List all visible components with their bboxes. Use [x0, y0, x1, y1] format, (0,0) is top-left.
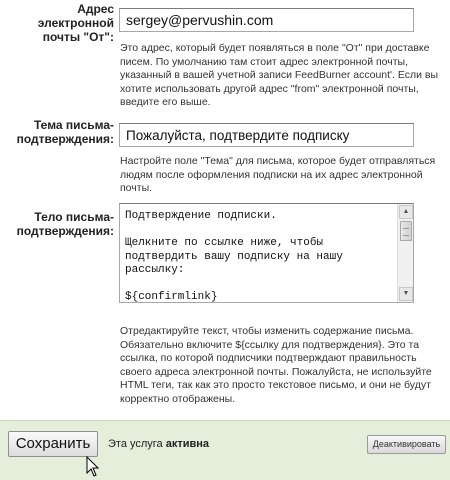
scrollbar-thumb[interactable]: [400, 221, 412, 241]
from-email-input[interactable]: [119, 8, 414, 32]
from-email-label: Адрес электронной почты "От":: [37, 2, 114, 44]
service-status: [108, 438, 209, 450]
service-status-value: активна: [165, 438, 210, 450]
save-button[interactable]: Сохранить: [8, 431, 98, 457]
subject-help: Настройте поле "Тема" для письма, которое будет отправляться людям после оформления подписки на их адрес электронной почты.: [120, 155, 436, 194]
footer-bar: [0, 420, 450, 480]
body-textarea-text[interactable]: Подтверждение подписки. Щелкните по ссылке ниже, чтобы подтвердить вашу подписку на нашу рассылку: ${confirmlink}: [125, 210, 343, 303]
from-email-help: Это адрес, который будет появляться в поле "От" при доставке писем. По умолчанию там стоит адрес электронной почты, указанный в вашей учетной записи FeedBurner account'. Если вы хотите использовать другой адрес "from" электронной почты, введите его выше.: [120, 42, 439, 108]
mouse-pointer-icon: [86, 456, 100, 478]
subject-label: Тема письма-подтверждения:: [16, 118, 114, 146]
body-help: Отредактируйте текст, чтобы изменить содержание письма. Обязательно включите ${ссылку для подтверждения}. Это та ссылка, по которой подписчики подтверждают правильность своего адреса электронной почты. Пожалуйста, не используйте HTML теги, так как это просто текстовое письмо, и они не будут корректно отображены.: [120, 325, 432, 405]
service-status-prefix: Эта услуга: [108, 438, 163, 450]
scroll-down-arrow-icon[interactable]: ▼: [399, 287, 413, 301]
deactivate-button[interactable]: Деактивировать: [367, 435, 446, 454]
subject-input[interactable]: [119, 123, 414, 147]
body-label: Тело письма-подтверждения:: [16, 210, 114, 238]
scroll-up-arrow-icon[interactable]: ▲: [399, 205, 413, 219]
body-scrollbar[interactable]: [397, 204, 413, 302]
body-textarea[interactable]: [119, 203, 414, 303]
